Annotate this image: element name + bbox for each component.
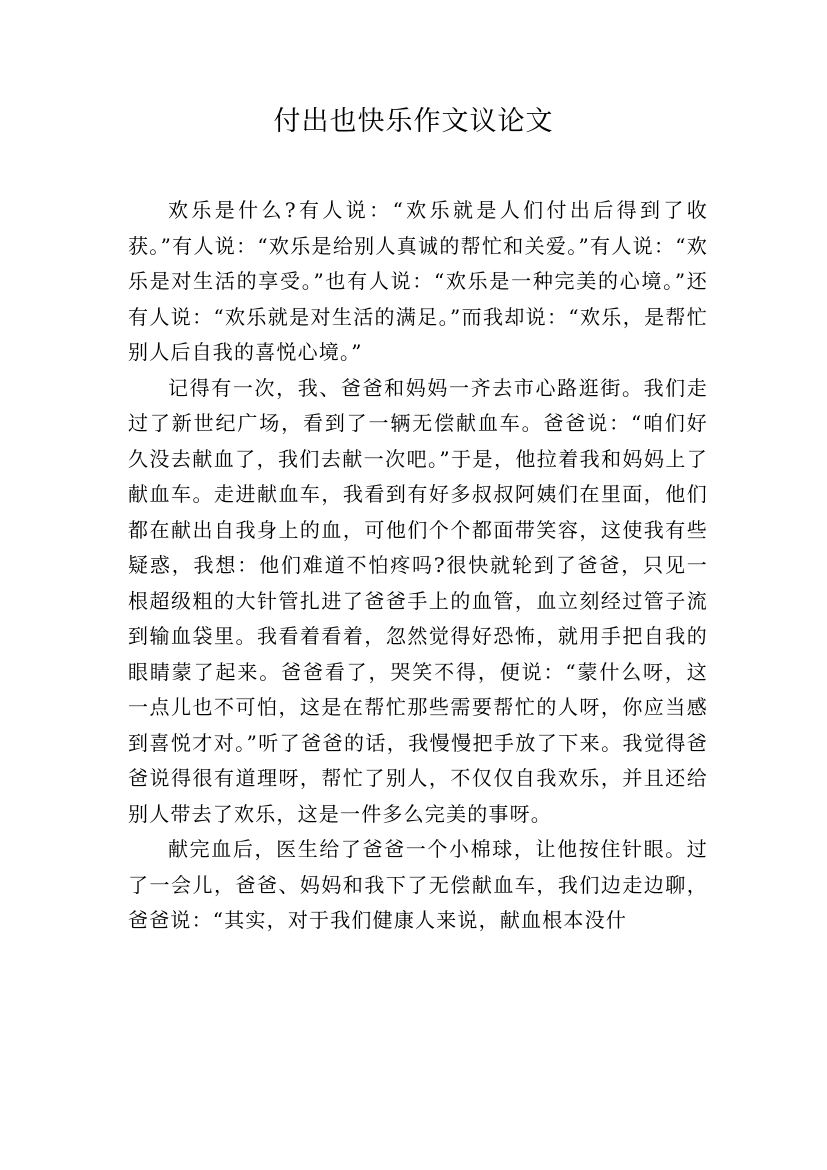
paragraph-2: 记得有一次，我、爸爸和妈妈一齐去市心路逛街。我们走过了新世纪广场，看到了一辆无偿献血车。爸爸说：“咱们好久没去献血了，我们去献一次吧。”于是，他拉着我和妈妈上了献血车。走进献血车，我看到有好多叔叔阿姨们在里面，他们都在献出自我身上的血，可他们个个都面带笑容，这使我有些疑惑，我想：他们难道不怕疼吗?很快就轮到了爸爸，只见一根超级粗的大针管扎进了爸爸手上的血管，血立刻经过管子流到输血袋里。我看着看着，忽然觉得好恐怖，就用手把自我的眼睛蒙了起来。爸爸看了，哭笑不得，便说：“蒙什么呀，这一点儿也不可怕，这是在帮忙那些需要帮忙的人呀，你应当感到喜悦才对。”听了爸爸的话，我慢慢把手放了下来。我觉得爸爸说得很有道理呀，帮忙了别人，不仅仅自我欢乐，并且还给别人带去了欢乐，这是一件多么完美的事呀。 bbox=[128, 375, 708, 826]
document-title: 付出也快乐作文议论文 bbox=[273, 106, 554, 137]
paragraph-3: 献完血后，医生给了爸爸一个小棉球，让他按住针眼。过了一会儿，爸爸、妈妈和我下了无偿献血车，我们边走边聊，爸爸说：“其实，对于我们健康人来说，献血根本没什 bbox=[128, 837, 708, 932]
paragraph-1: 欢乐是什么?有人说：“欢乐就是人们付出后得到了收获。”有人说：“欢乐是给别人真诚的帮忙和关爱。”有人说：“欢乐是对生活的享受。”也有人说：“欢乐是一种完美的心境。”还有人说：“欢乐就是对生活的满足。”而我却说：“欢乐，是帮忙别人后自我的喜悦心境。” bbox=[128, 198, 708, 364]
document-body bbox=[128, 193, 708, 939]
